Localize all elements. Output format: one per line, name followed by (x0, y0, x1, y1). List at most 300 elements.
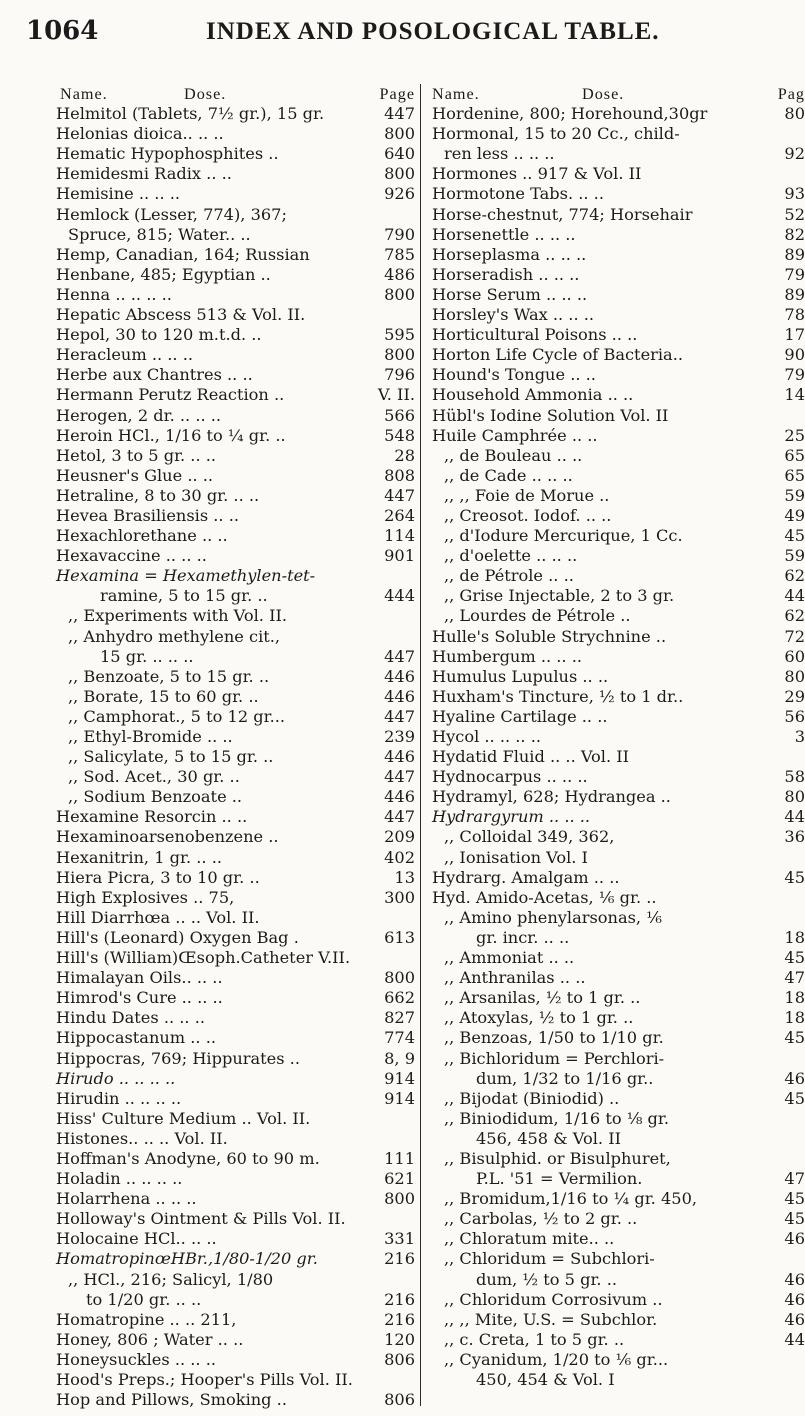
entry-text: Herbe aux Chantres .. .. (56, 365, 253, 385)
entry-text: 456, 458 & Vol. II (476, 1128, 621, 1148)
entry-text: Hirudo .. .. .. .. (56, 1068, 176, 1088)
entry-text: ,, Colloidal 349, 362, (444, 827, 615, 847)
entry-page: 447 (384, 807, 415, 827)
entry-text: Hiss' Culture Medium .. Vol. II. (56, 1108, 311, 1128)
entry-text: Helonias dioica.. .. .. (56, 124, 224, 144)
index-entry (56, 305, 415, 325)
entry-page: 93 (784, 184, 805, 204)
entry-page: 806 (384, 1349, 415, 1369)
entry-text: ,, Grise Injectable, 2 to 3 gr. (444, 586, 675, 606)
entry-page: 80 (784, 104, 805, 124)
index-entry (56, 265, 415, 285)
entry-page: 47 (784, 1169, 805, 1189)
right-entry-list (432, 104, 805, 1390)
entry-page: 613 (384, 927, 415, 947)
entry-page: 65 (784, 445, 805, 465)
entry-page: 446 (384, 747, 415, 767)
index-entry (56, 807, 415, 827)
entry-page: 89 (784, 244, 805, 264)
entry-text: ,, Atoxylas, ½ to 1 gr. .. (444, 1008, 634, 1028)
entry-text: Horseplasma .. .. .. (432, 244, 587, 264)
entry-page: 49 (784, 505, 805, 525)
entry-text: Horsenettle .. .. .. (432, 224, 576, 244)
entry-page: 914 (384, 1068, 415, 1088)
index-entry (56, 285, 415, 305)
entry-text: ,, HCl., 216; Salicyl, 1/80 (68, 1269, 274, 1289)
heading-page: Page (379, 85, 415, 103)
entry-page: 640 (384, 144, 415, 164)
entry-text: Hydrargyrum .. .. .. (432, 807, 591, 827)
entry-text: Household Ammonia .. .. (432, 385, 634, 405)
entry-page: 216 (384, 1289, 415, 1309)
index-entry (432, 1209, 805, 1229)
index-entry (432, 1068, 805, 1089)
entry-text: ren less .. .. .. (444, 144, 555, 164)
entry-text: ramine, 5 to 15 gr. .. (100, 586, 268, 606)
entry-text: ,, Sod. Acet., 30 gr. .. (68, 767, 240, 787)
entry-text: Henbane, 485; Egyptian .. (56, 264, 271, 284)
entry-page: 264 (384, 505, 415, 525)
index-entry (56, 928, 415, 948)
heading-page: Pag (777, 85, 805, 103)
entry-page: 120 (384, 1329, 415, 1349)
index-entry (56, 1069, 415, 1089)
entry-text: Horse Serum .. .. .. (432, 284, 588, 304)
index-entry (432, 686, 805, 707)
entry-page: 80 (784, 787, 805, 807)
entry-page: 89 (784, 284, 805, 304)
entry-page: 46 (784, 1309, 805, 1329)
index-entry (432, 706, 805, 727)
index-entry (56, 1109, 415, 1129)
entry-text: Histones.. .. .. Vol. II. (56, 1128, 228, 1148)
entry-text: ,, d'oelette .. .. .. (444, 546, 578, 566)
entry-page: 29 (784, 686, 805, 706)
entry-text: Hexaminoarsenobenzene .. (56, 827, 279, 847)
index-entry (56, 1330, 415, 1350)
entry-text: Hordenine, 800; Horehound,30gr (432, 104, 708, 124)
entry-text: Hydrarg. Amalgam .. .. (432, 867, 620, 887)
index-entry (56, 406, 415, 426)
index-entry (432, 164, 801, 184)
entry-page: 901 (384, 546, 415, 566)
index-entry (432, 787, 805, 807)
entry-page: 58 (784, 767, 805, 787)
entry-page: 8, 9 (384, 1048, 415, 1068)
index-entry (432, 526, 805, 546)
index-entry (432, 305, 805, 325)
index-entry (432, 124, 801, 144)
entry-text: ,, Borate, 15 to 60 gr. .. (68, 686, 259, 706)
entry-text: to 1/20 gr. .. .. (86, 1289, 202, 1309)
index-entry (432, 1189, 805, 1209)
entry-page: 447 (384, 104, 415, 124)
entry-page: 92 (784, 144, 805, 164)
entry-text: Hirudin .. .. .. .. (56, 1088, 182, 1108)
entry-page: 621 (384, 1169, 415, 1189)
entry-text: Hill's (Leonard) Oxygen Bag . (56, 927, 299, 947)
entry-text: Horsley's Wax .. .. .. (432, 305, 595, 325)
index-entry (56, 968, 415, 988)
entry-text: High Explosives .. 75, (56, 887, 235, 907)
entry-page: 62 (784, 606, 805, 626)
entry-text: ,, d'Iodure Mercurique, 1 Cc. (444, 526, 683, 546)
entry-page: 796 (384, 365, 415, 385)
entry-page: 47 (784, 968, 805, 988)
entry-text: Holloway's Ointment & Pills Vol. II. (56, 1209, 346, 1229)
index-entry (56, 1169, 415, 1189)
index-entry (432, 1008, 805, 1028)
entry-page: 18 (784, 927, 805, 947)
entry-text: ,, Anhydro methylene cit., (68, 626, 281, 646)
index-entry (56, 546, 415, 566)
index-entry (432, 948, 805, 968)
entry-text: Hindu Dates .. .. .. (56, 1008, 205, 1028)
entry-text: ,, Salicylate, 5 to 15 gr. .. (68, 747, 274, 767)
index-entry (432, 888, 801, 908)
index-entry (56, 1350, 415, 1370)
index-entry (56, 888, 415, 908)
entry-page: 446 (384, 686, 415, 706)
entry-text: Hemp, Canadian, 164; Russian (56, 244, 310, 264)
index-entry (56, 1008, 415, 1028)
entry-page: 18 (784, 988, 805, 1008)
index-entry (56, 164, 415, 184)
entry-text: Hippocras, 769; Hippurates .. (56, 1048, 300, 1068)
index-entry (432, 1088, 805, 1109)
entry-text: Hippocastanum .. .. (56, 1028, 217, 1048)
entry-page: 446 (384, 666, 415, 686)
entry-page: 331 (384, 1229, 415, 1249)
entry-page: 46 (784, 1068, 805, 1088)
entry-text: ,, Bijodat (Biniodid) .. (444, 1088, 620, 1108)
entry-page: 800 (384, 284, 415, 304)
right-column-headings (432, 84, 805, 104)
index-entry (56, 566, 415, 586)
index-entry (432, 727, 805, 747)
entry-text: Horseradish .. .. .. (432, 264, 580, 284)
page-number: 1064 (26, 16, 99, 46)
entry-text: 15 gr. .. .. .. (100, 646, 194, 666)
entry-text: Heracleum .. .. .. (56, 345, 193, 365)
index-entry (56, 245, 415, 265)
entry-text: Hexavaccine .. .. .. (56, 546, 207, 566)
entry-text: P.L. '51 = Vermilion. (476, 1169, 643, 1189)
entry-text: Hormotone Tabs. .. .. (432, 184, 604, 204)
entry-text: Holocaine HCl.. .. .. (56, 1229, 217, 1249)
entry-text: Hermann Perutz Reaction .. (56, 385, 285, 405)
index-entry (56, 144, 415, 164)
left-index-column (56, 84, 415, 1410)
index-entry (56, 747, 415, 767)
heading-name: Name. (60, 85, 108, 103)
entry-page: 44 (784, 807, 805, 827)
entry-text: Hulle's Soluble Strychnine .. (432, 626, 667, 646)
entry-text: ,, de Cade .. .. .. (444, 465, 573, 485)
index-entry (56, 225, 415, 245)
entry-page: 209 (384, 827, 415, 847)
index-entry (56, 606, 415, 626)
index-entry (56, 365, 415, 385)
left-entry-list (56, 104, 415, 1410)
index-entry (432, 224, 805, 245)
entry-text: Hevea Brasiliensis .. .. (56, 505, 240, 525)
entry-text: ,, Cyanidum, 1/20 to ⅙ gr... (444, 1349, 669, 1369)
entry-text: Hyaline Cartilage .. .. (432, 706, 608, 726)
column-divider (420, 84, 421, 1406)
entry-text: Heroin HCl., 1/16 to ¼ gr. .. (56, 425, 286, 445)
entry-text: ,, Camphorat., 5 to 12 gr... (68, 706, 286, 726)
entry-text: Hormonal, 15 to 20 Cc., child- (432, 124, 680, 144)
index-entry (56, 466, 415, 486)
entry-page: 114 (384, 526, 415, 546)
entry-text: Hop and Pillows, Smoking .. (56, 1390, 287, 1410)
index-entry (56, 1089, 415, 1109)
entry-page: 78 (784, 305, 805, 325)
index-entry (432, 867, 805, 888)
entry-text: ,, Ammoniat .. .. (444, 948, 575, 968)
index-entry (56, 1270, 415, 1290)
index-entry (56, 948, 415, 968)
entry-page: 790 (384, 224, 415, 244)
entry-text: dum, 1/32 to 1/16 gr.. (476, 1068, 654, 1088)
index-entry (56, 104, 415, 124)
index-entry (56, 1028, 415, 1048)
entry-text: Hycol .. .. .. .. (432, 727, 541, 746)
entry-page: 447 (384, 646, 415, 666)
entry-page: V. II. (377, 385, 415, 405)
index-entry (432, 345, 805, 365)
index-entry (432, 505, 805, 526)
entry-page: 62 (784, 566, 805, 586)
entry-page: 56 (784, 706, 805, 726)
entry-page: 800 (384, 164, 415, 184)
index-entry (432, 406, 801, 426)
entry-page: 90 (784, 345, 805, 365)
entry-page: 45 (784, 1209, 805, 1229)
entry-text: Humbergum .. .. .. (432, 646, 583, 666)
index-entry (432, 284, 805, 305)
index-entry (56, 184, 415, 204)
entry-text: ,, ,, Mite, U.S. = Subchlor. (444, 1309, 658, 1329)
index-entry (432, 425, 805, 446)
index-entry (432, 385, 805, 405)
entry-page: 774 (384, 1028, 415, 1048)
index-entry (56, 868, 415, 888)
entry-page: 45 (784, 1028, 805, 1048)
index-entry (56, 1189, 415, 1209)
entry-page: 447 (384, 485, 415, 505)
entry-text: Horticultural Poisons .. .. (432, 325, 638, 345)
entry-text: ,, Benzoas, 1/50 to 1/10 gr. (444, 1028, 664, 1048)
entry-text: Humulus Lupulus .. .. (432, 666, 609, 686)
entry-page: 785 (384, 244, 415, 264)
entry-page: 80 (784, 666, 805, 686)
index-entry (432, 1309, 805, 1330)
entry-text: Himalayan Oils.. .. .. (56, 968, 223, 988)
entry-page: 36 (784, 827, 805, 847)
heading-dose: Dose. (184, 85, 227, 103)
entry-page: 18 (784, 1008, 805, 1028)
entry-text: 450, 454 & Vol. I (476, 1370, 615, 1389)
entry-text: Hexachlorethane .. .. (56, 526, 228, 546)
index-entry (56, 1229, 415, 1249)
index-entry (56, 446, 415, 466)
entry-text: ,, Ionisation Vol. I (444, 847, 588, 867)
index-entry (432, 666, 805, 687)
entry-text: Hood's Preps.; Hooper's Pills Vol. II. (56, 1370, 353, 1389)
entry-text: ,, Creosot. Iodof. .. .. (444, 505, 612, 525)
entry-text: Helmitol (Tablets, 7½ gr.), 15 gr. (56, 104, 325, 124)
entry-text: Hyd. Amido-Acetas, ⅙ gr. .. (432, 887, 657, 907)
entry-page: 45 (784, 948, 805, 968)
entry-text: Horton Life Cycle of Bacteria.. (432, 345, 684, 365)
index-entry (432, 244, 805, 265)
entry-text: gr. incr. .. .. (476, 927, 570, 947)
entry-page: 447 (384, 706, 415, 726)
entry-text: Hiera Picra, 3 to 10 gr. .. (56, 867, 260, 887)
entry-page: 800 (384, 345, 415, 365)
entry-page: 59 (784, 485, 805, 505)
index-entry (432, 1109, 801, 1129)
entry-page: 45 (784, 1088, 805, 1108)
entry-text: Hoffman's Anodyne, 60 to 90 m. (56, 1148, 320, 1168)
entry-page: 59 (784, 546, 805, 566)
index-entry (56, 988, 415, 1008)
entry-page: 72 (784, 626, 805, 646)
index-entry (56, 767, 415, 787)
entry-text: dum, ½ to 5 gr. .. (476, 1269, 618, 1289)
entry-text: Honeysuckles .. .. .. (56, 1349, 216, 1369)
entry-text: Hydramyl, 628; Hydrangea .. (432, 787, 671, 807)
index-entry (432, 204, 805, 225)
index-entry (432, 445, 805, 466)
index-entry (432, 1229, 805, 1249)
index-entry (432, 546, 805, 566)
index-entry (432, 1028, 805, 1048)
entry-text: Horse-chestnut, 774; Horsehair (432, 204, 693, 224)
entry-page: 17 (784, 325, 805, 345)
index-entry (56, 1049, 415, 1069)
index-entry (432, 848, 801, 868)
index-entry (432, 626, 805, 647)
entry-text: Hormones .. 917 & Vol. II (432, 164, 642, 184)
entry-page: 447 (384, 767, 415, 787)
index-entry (432, 646, 805, 667)
entry-text: ,, Arsanilas, ½ to 1 gr. .. (444, 988, 641, 1008)
index-entry (432, 1269, 805, 1290)
entry-text: Himrod's Cure .. .. .. (56, 988, 223, 1008)
entry-page: 486 (384, 264, 415, 284)
page-header (0, 0, 801, 62)
index-entry (56, 787, 415, 807)
entry-page: 52 (784, 204, 805, 224)
index-entry (56, 687, 415, 707)
index-entry (56, 1129, 415, 1149)
entry-text: ,, ,, Foie de Morue .. (444, 485, 610, 505)
entry-page: 827 (384, 1008, 415, 1028)
entry-text: Hemlock (Lesser, 774), 367; (56, 204, 287, 224)
entry-text: Hexamine Resorcin .. .. (56, 807, 248, 827)
entry-text: ,, Experiments with Vol. II. (68, 606, 288, 626)
heading-name: Name. (432, 85, 480, 103)
right-index-column (432, 84, 805, 1390)
entry-page: 111 (384, 1148, 415, 1168)
entry-text: ,, Benzoate, 5 to 15 gr. .. (68, 666, 270, 686)
entry-page: 402 (384, 847, 415, 867)
index-entry (56, 124, 415, 144)
index-entry (56, 1249, 415, 1269)
entry-text: ,, Amino phenylarsonas, ⅙ (444, 907, 662, 927)
entry-page: 13 (394, 867, 415, 887)
heading-dose: Dose. (582, 85, 625, 103)
entry-page: 595 (384, 325, 415, 345)
index-entry (432, 1249, 801, 1269)
entry-page: 300 (384, 887, 415, 907)
entry-page: 800 (384, 1189, 415, 1209)
index-entry (432, 104, 805, 124)
index-entry (432, 144, 805, 164)
entry-page: 82 (784, 224, 805, 244)
entry-text: Hepatic Abscess 513 & Vol. II. (56, 305, 306, 325)
index-entry (432, 1350, 801, 1370)
entry-page: 65 (784, 465, 805, 485)
entry-page: 28 (394, 445, 415, 465)
index-entry (432, 1329, 805, 1350)
index-entry (56, 1290, 415, 1310)
index-entry (432, 586, 805, 606)
index-entry (56, 908, 415, 928)
index-entry (56, 385, 415, 405)
entry-page: 45 (784, 526, 805, 546)
entry-page: 44 (784, 586, 805, 606)
index-entry (56, 325, 415, 345)
entry-page: 79 (784, 264, 805, 284)
entry-text: ,, de Pétrole .. .. (444, 566, 574, 586)
entry-text: ,, Lourdes de Pétrole .. (444, 606, 631, 626)
index-entry (56, 1310, 415, 1330)
entry-page: 79 (784, 365, 805, 385)
index-entry (432, 264, 805, 285)
index-entry (56, 707, 415, 727)
entry-text: Huxham's Tincture, ½ to 1 dr.. (432, 686, 684, 706)
entry-text: ,, Chloratum mite.. .. (444, 1229, 615, 1249)
index-entry (56, 727, 415, 747)
entry-text: ,, Biniodidum, 1/16 to ⅛ gr. (444, 1108, 670, 1128)
index-entry (432, 807, 805, 827)
entry-text: Hexanitrin, 1 gr. .. .. (56, 847, 222, 867)
entry-page: 14 (784, 385, 805, 405)
entry-text: Hemisine .. .. .. (56, 184, 181, 204)
entry-text: ,, Bisulphid. or Bisulphuret, (444, 1148, 671, 1168)
entry-text: Hill Diarrhœa .. .. Vol. II. (56, 907, 260, 927)
entry-text: Heusner's Glue .. .. (56, 465, 214, 485)
entry-page: 548 (384, 425, 415, 445)
entry-text: ,, Chloridum Corrosivum .. (444, 1289, 663, 1309)
entry-page: 216 (384, 1309, 415, 1329)
entry-text: Hematic Hypophosphites .. (56, 144, 279, 164)
index-entry (432, 1169, 805, 1189)
entry-text: Hetraline, 8 to 30 gr. .. .. (56, 485, 260, 505)
index-entry (432, 767, 805, 787)
entry-page: 926 (384, 184, 415, 204)
entry-text: Hydnocarpus .. .. .. (432, 767, 588, 787)
index-entry (56, 848, 415, 868)
index-entry (432, 485, 805, 506)
entry-text: Hydatid Fluid .. .. Vol. II (432, 747, 630, 767)
index-entry (432, 988, 805, 1008)
index-entry (432, 1370, 801, 1390)
